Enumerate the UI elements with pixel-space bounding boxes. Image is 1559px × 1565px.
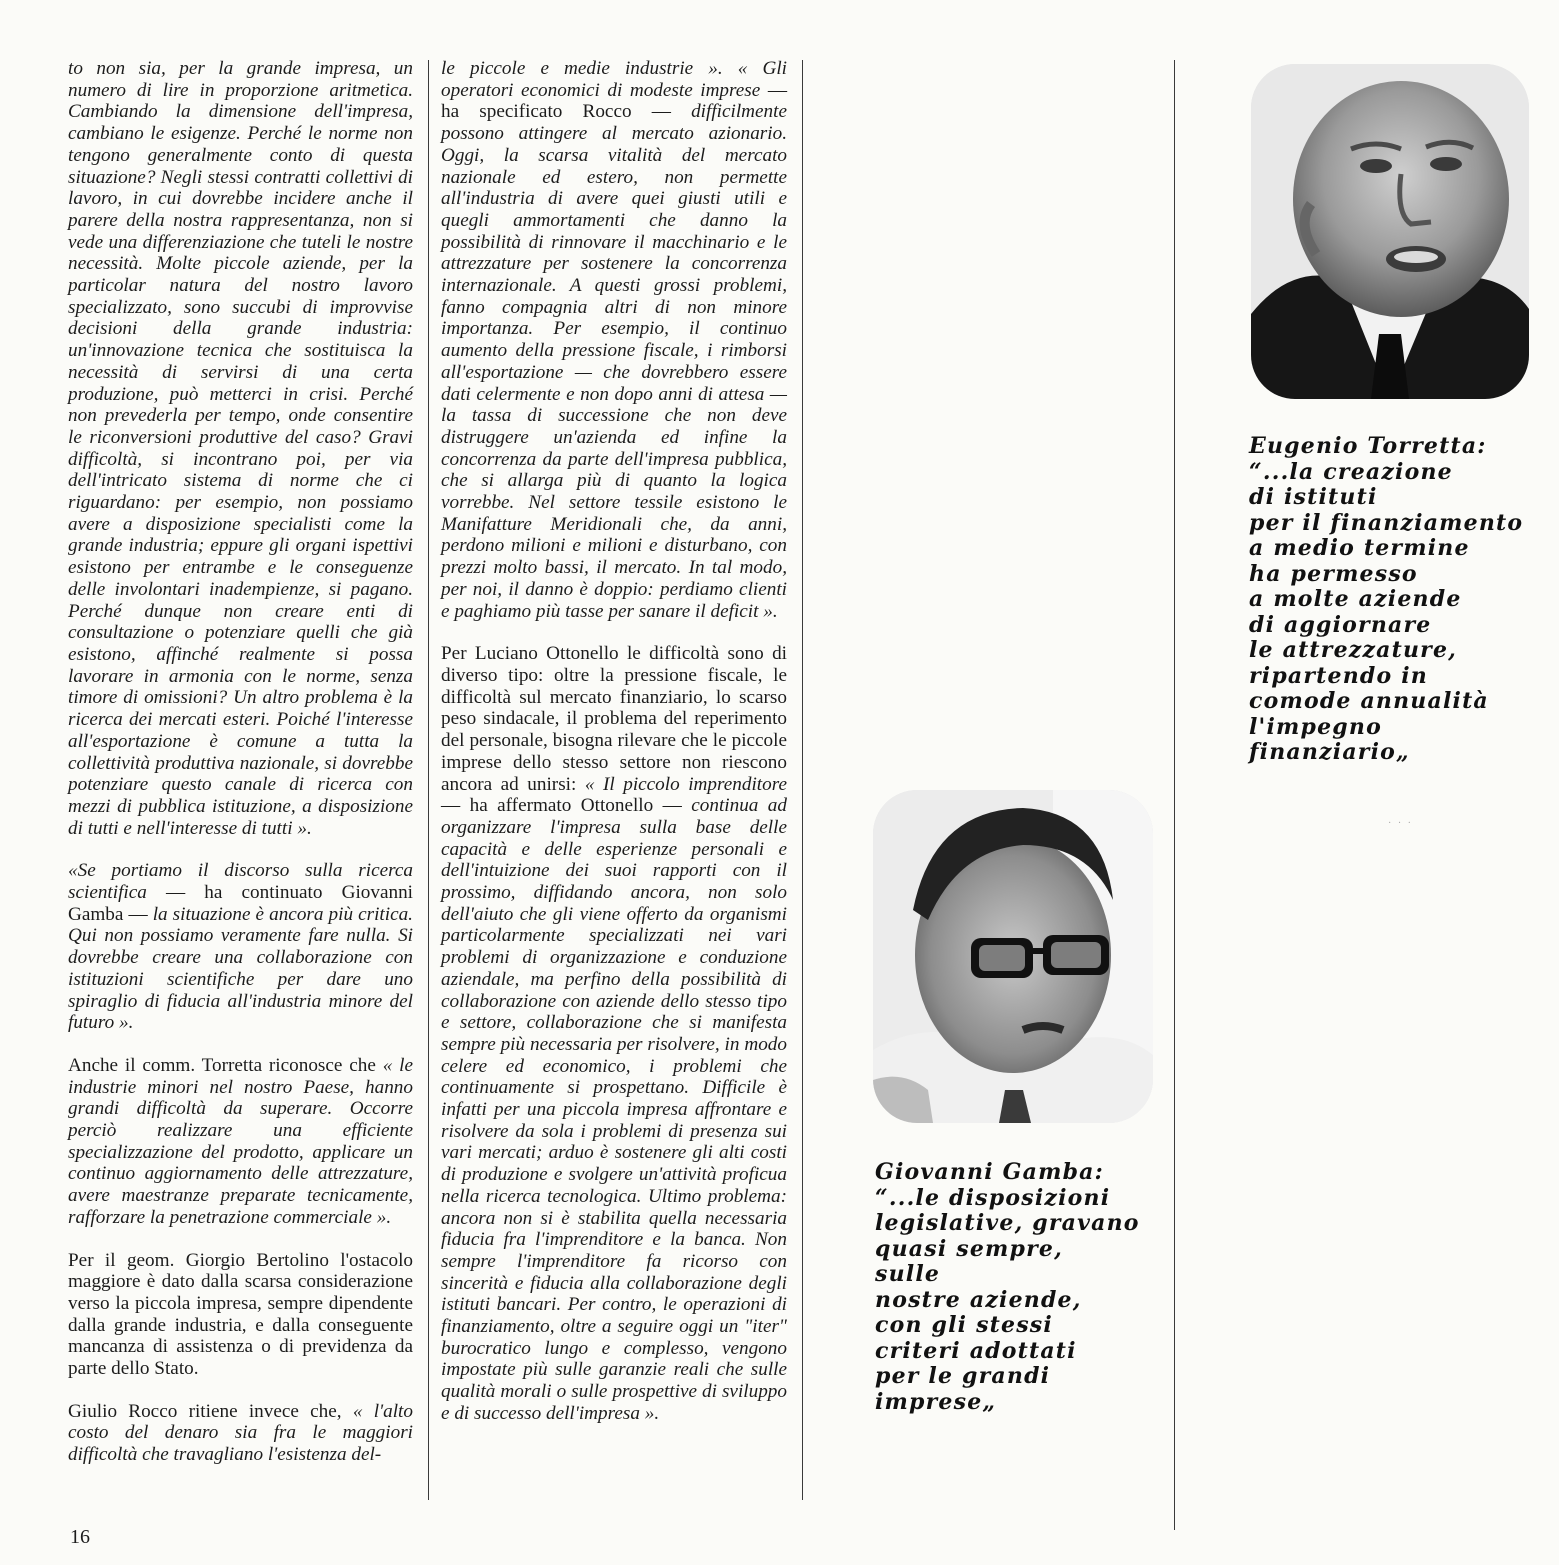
paragraph: Giulio Rocco ritiene invece che, « l'alto costo del denaro sia fra le maggiori difficoltà che travagliano l'esistenza del- bbox=[68, 1400, 413, 1466]
caption-line: l'impegno bbox=[1249, 713, 1382, 740]
text-column-2 bbox=[441, 58, 787, 1425]
caption-line: legislative, gravano bbox=[875, 1210, 1140, 1236]
caption-line: finanziario„ bbox=[1249, 739, 1410, 765]
pull-quote-gamba bbox=[875, 1160, 1140, 1415]
portrait-photo-torretta bbox=[1251, 64, 1529, 399]
portrait-gamba-image bbox=[873, 790, 1153, 1123]
paragraph: to non sia, per la grande impresa, un numero di lire in proporzione aritmetica. Cambiando la dimensione dell'impresa, cambiano le esigenze. Perché le norme non tengono generalmente conto di questa situazione? Negli stessi contratti collettivi di lavoro, in cui dovrebbe incidere anche il parere della nostra rappresentanza, non si vede una differenziazione che tuteli le nostre necessità. Molte piccole aziende, per la particolar natura del nostro lavoro specializzato, sono succubi di improvvise decisioni della grande industria: un'innovazione tecnica che sostituisca la necessità di servirsi di una certa produzione, può metterci in crisi. Perché non prevederla per tempo, onde consentire le riconversioni produttive del caso? Gravi difficoltà, si incontrano poi, per via dell'intricato sistema di norme che ci riguardano: per esempio, non possiamo avere a disposizione specialisti come la grande industria; eppure gli organi ispettivi esistono per entrambe e le conseguenze delle involontari inadempienze, si pagano. Perché dunque non creare enti di consultazione o potenziare quelli che già esistono, affinché realmente si possa lavorare in armonia con le norme, senza timore di omissioni? Un altro problema è la ricerca dei mercati esteri. Poiché l'interesse all'esportazione è comune a tutta la collettività produttiva nazionale, si dovrebbe potenziare questo canale di ricerca con mezzi di pubblica istituzione, a disposizione di tutti e nell'interesse di tutti ». bbox=[68, 58, 413, 839]
caption-line: per il finanziamento bbox=[1249, 509, 1524, 536]
caption-line: quasi sempre, bbox=[875, 1235, 1063, 1262]
caption-line: sulle bbox=[875, 1261, 941, 1287]
caption-line: per le grandi bbox=[875, 1363, 1051, 1389]
paragraph: le piccole e medie industrie ». « Gli operatori economici di modeste imprese — ha specificato Rocco — difficilmente possono attingere al mercato azionario. Oggi, la scarsa vitalità del mercato nazionale ed estero, non permette all'industria di avere quei giusti utili e quegli ammortamenti che danno la possibilità di rinnovare il macchinario e le attrezzature per sostenere la concorrenza internazionale. A questi grossi problemi, fanno compagnia altri di non minore importanza. Per esempio, il continuo aumento della pressione fiscale, i rimborsi all'esportazione — che dovrebbero essere dati celermente e non dopo anni di attesa — la tassa di successione che non deve distruggere un'azienda ed infine la concorrenza da parte dell'impresa pubblica, che si allarga più di quanto la logica vorrebbe. Nel settore tessile esistono le Manifatture Meridionali che, da anni, perdono milioni e milioni e disturbano, con prezzi molto bassi, il mercato. In tal modo, per noi, il danno è doppio: perdiamo clienti e paghiamo più tasse per sanare il deficit ». bbox=[441, 58, 788, 622]
caption-line: ripartendo in bbox=[1249, 662, 1428, 689]
caption-line: con gli stessi bbox=[875, 1312, 1053, 1338]
caption-line: comode annualità bbox=[1249, 688, 1489, 714]
caption-line: “...la creazione bbox=[1249, 458, 1453, 485]
caption-line: “...le disposizioni bbox=[875, 1184, 1111, 1211]
caption-line: a medio termine bbox=[1249, 535, 1470, 561]
column-rule-left bbox=[428, 60, 429, 1500]
paragraph: «Se portiamo il discorso sulla ricerca scientifica — ha continuato Giovanni Gamba — la situazione è ancora più critica. Qui non possiamo veramente fare nulla. Si dovrebbe creare una collaborazione con istituzioni scientifiche per dare uno spiraglio di fiducia all'industria minore del futuro ». bbox=[68, 860, 413, 1034]
caption-line: di aggiornare bbox=[1249, 611, 1432, 638]
pull-quote-torretta bbox=[1249, 434, 1523, 766]
portrait-torretta-image bbox=[1251, 64, 1529, 399]
portrait-photo-gamba bbox=[873, 790, 1153, 1123]
column-rule-middle bbox=[802, 60, 803, 1500]
page-number: 16 bbox=[70, 1526, 90, 1548]
text-column-1 bbox=[68, 58, 413, 1466]
caption-line: ha permesso bbox=[1249, 560, 1418, 587]
caption-line: a molte aziende bbox=[1249, 586, 1462, 612]
caption-line: Giovanni Gamba: bbox=[875, 1159, 1104, 1185]
caption-line: di istituti bbox=[1249, 484, 1378, 510]
paragraph: Per il geom. Giorgio Bertolino l'ostacolo maggiore è dato dalla scarsa considerazione verso la piccola impresa, sempre dipendente dalla grande industria, e dalla conseguente mancanza di assistenza o di previdenza da parte dello Stato. bbox=[68, 1249, 413, 1380]
column-rule-right bbox=[1174, 60, 1175, 1530]
print-smudge: · · · bbox=[1388, 818, 1413, 829]
paragraph: Per Luciano Ottonello le difficoltà sono di diverso tipo: oltre la pressione fiscale, le difficoltà sul mercato finanziario, lo scarso peso sindacale, il problema del reperimento del personale, bisogna rilevare che le piccole imprese dello stesso settore non riescono ancora ad unirsi: « Il piccolo imprenditore — ha affermato Ottonello — continua ad organizzare l'impresa sulla base delle capacità e delle esperienze personali e dell'intuizione dei suoi rapporti con il prossimo, diffidando ancora, non solo dell'aiuto che gli viene offerto da organismi particolarmente specializzati nei vari problemi di organizzazione e conduzione aziendale, ma perfino della possibilità di collaborazione con aziende dello stesso tipo e settore, collaborazione che si manifesta sempre più necessaria per risolvere, in modo celere ed economico, i problemi che continuamente si prospettano. Difficile è infatti per una piccola impresa affrontare e risolvere da sola i problemi di presenza sui vari mercati; arduo è sostenere gli alti costi di produzione e svolgere un'attività proficua nella ricerca tecnologica. Ultimo problema: ancora non si è stabilita quella necessaria fiducia fra l'imprenditore e la banca. Non sempre l'imprenditore fa ricorso con sincerità e fiducia alla collaborazione degli istituti bancari. Per contro, le operazioni di finanziamento, oltre a seguire oggi un "iter" burocratico lungo e complesso, vengono impostate più sulle garanzie reali che sulle qualità morali o sulle prospettive di sviluppo e di successo dell'impresa ». bbox=[441, 643, 787, 1424]
caption-line: Eugenio Torretta: bbox=[1249, 433, 1487, 459]
paragraph: Anche il comm. Torretta riconosce che « le industrie minori nel nostro Paese, hanno grandi difficoltà da superare. Occorre perciò realizzare una efficiente specializzazione del prodotto, applicare un continuo aggiornamento delle attrezzature, avere maestranze preparate tecnicamente, rafforzare la penetrazione commerciale ». bbox=[68, 1054, 413, 1228]
caption-line: criteri adottati bbox=[875, 1337, 1077, 1364]
caption-line: le attrezzature, bbox=[1249, 637, 1458, 663]
caption-line: imprese„ bbox=[875, 1388, 997, 1415]
caption-line: nostre aziende, bbox=[875, 1286, 1082, 1313]
